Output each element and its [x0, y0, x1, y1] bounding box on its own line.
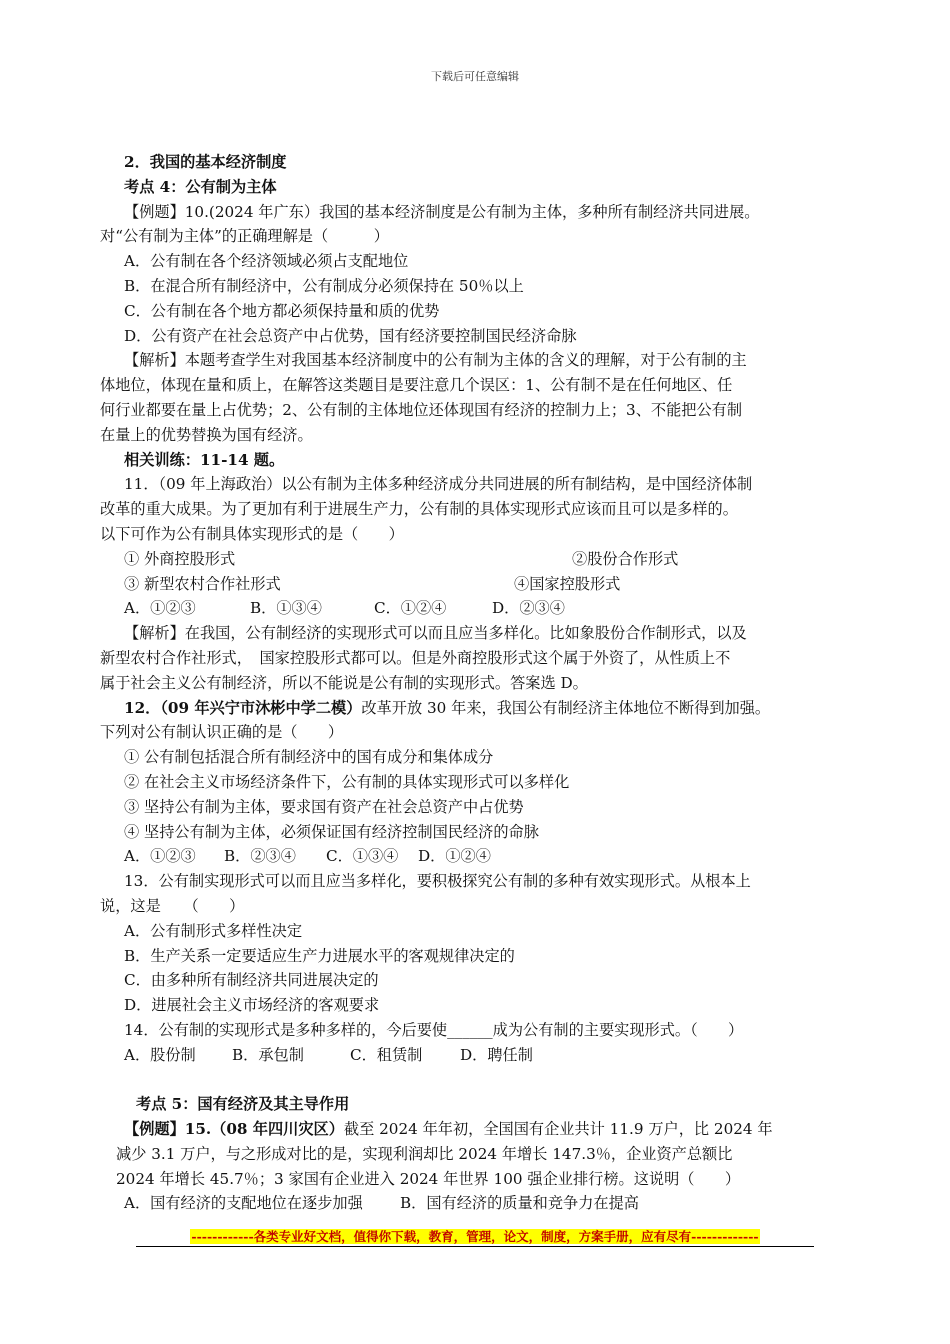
kp5-title: 考点 5：国有经济及其主导作用	[136, 1095, 350, 1114]
q12-choice-c: C．①③④	[326, 847, 399, 866]
q14-choice-a: A．股份制	[124, 1045, 196, 1064]
q11-choice-c: C．①②④	[374, 599, 447, 618]
kp5-options	[124, 1191, 826, 1216]
q12-choice-b: B．②③④	[224, 847, 296, 866]
q11-choices	[124, 596, 826, 621]
kp5-example-line-1	[124, 1117, 826, 1142]
page-header: 下载后可任意编辑	[431, 70, 519, 83]
q11-analysis-line-3: 属于社会主义公有制经济，所以不能说是公有制的实现形式。答案选 D。	[100, 673, 588, 692]
kp5-example-line-2: 减少 3.1 万户，与之形成对比的是，实现利润却比 2024 年增长 147.3％，企业资产总额比	[116, 1144, 733, 1163]
q12-line-2: 下列对公有制认识正确的是（ ）	[100, 723, 343, 742]
q11-item-1: ① 外商控股形式	[124, 549, 236, 568]
q12-stem: 改革开放 30 年来，我国公有制经济主体地位不断得到加强。	[361, 698, 771, 717]
q13-option-c: C．由多种所有制经济共同进展决定的	[124, 971, 379, 990]
q14-choice-c: C．租赁制	[350, 1045, 423, 1064]
q12-item-1: ① 公有制包括混合所有制经济中的国有成分和集体成分	[124, 748, 494, 767]
q13-option-d: D．进展社会主义市场经济的客观要求	[124, 996, 380, 1015]
q11-line-2: 改革的重大成果。为了更加有利于进展生产力，公有制的具体实现形式应该而且可以是多样的。	[100, 500, 738, 519]
kp5-example-line-3: 2024 年增长 45.7％；3 家国有企业进入 2024 年世界 100 强企业排行榜。这说明（ ）	[116, 1169, 741, 1188]
q11-choice-d: D．②③④	[492, 599, 565, 618]
q11-line-1: 11．（09 年上海政治）以公有制为主体多种经济成分共同进展的所有制结构，是中国经济体制	[124, 475, 753, 494]
kp4-option-d: D．公有资产在社会总资产中占优势，国有经济要控制国民经济命脉	[124, 326, 577, 345]
q11-items-row-1	[124, 547, 826, 572]
q11-choice-a: A．①②③	[124, 599, 196, 618]
q13-line-2: 说，这是 （ ）	[100, 896, 245, 915]
kp5-option-a: A．国有经济的支配地位在逐步加强	[124, 1194, 363, 1213]
q14-line: 14．公有制的实现形式是多种多样的，今后要使______成为公有制的主要实现形式。（ ）	[124, 1020, 744, 1039]
q12-choices	[124, 844, 826, 869]
kp5-option-b: B．国有经济的质量和竞争力在提高	[400, 1194, 639, 1213]
kp4-title: 考点 4：公有制为主体	[124, 177, 277, 196]
q11-choice-b: B．①③④	[250, 599, 322, 618]
kp5-example-source: 【例题】15.（08 年四川灾区）	[124, 1120, 344, 1139]
q11-analysis-line-1: 【解析】在我国，公有制经济的实现形式可以而且应当多样化。比如象股份合作制形式，以及	[124, 624, 747, 643]
kp4-option-c: C．公有制在各个地方都必须保持量和质的优势	[124, 301, 440, 320]
kp4-option-a: A．公有制在各个经济领域必须占支配地位	[124, 252, 409, 271]
q12-choice-a: A．①②③	[124, 847, 196, 866]
footer-divider	[136, 1246, 814, 1247]
q13-option-a: A．公有制形式多样性决定	[124, 921, 303, 940]
kp4-analysis-line-1: 【解析】本题考查学生对我国基本经济制度中的公有制为主体的含义的理解，对于公有制的主	[124, 351, 747, 370]
kp4-option-b: B．在混合所有制经济中，公有制成分必须保持在 50％以上	[124, 276, 524, 295]
document-body	[100, 150, 826, 1216]
q12-choice-d: D．①②④	[418, 847, 491, 866]
kp4-example-line-2: 对“公有制为主体”的正确理解是（ ）	[100, 227, 389, 246]
q13-line-1: 13．公有制实现形式可以而且应当多样化，要积极探究公有制的多种有效实现形式。从根本上	[124, 872, 751, 891]
q14-choice-b: B．承包制	[232, 1045, 304, 1064]
q12-item-3: ③ 坚持公有制为主体，要求国有资产在社会总资产中占优势	[124, 797, 524, 816]
q14-choices	[124, 1043, 826, 1068]
q12-item-2: ② 在社会主义市场经济条件下，公有制的具体实现形式可以多样化	[124, 772, 570, 791]
kp5-example-stem: 截至 2024 年年初，全国国有企业共计 11.9 万户，比 2024 年	[343, 1120, 773, 1139]
q11-line-3: 以下可作为公有制具体实现形式的是（ ）	[100, 524, 404, 543]
kp4-analysis-line-3: 何行业都要在量上占优势；2、公有制的主体地位还体现国有经济的控制力上；3、不能把公有制	[100, 400, 743, 419]
footer-banner	[0, 1227, 950, 1245]
kp4-related-training: 相关训练：11-14 题。	[124, 450, 285, 469]
q11-item-2: ②股份合作形式	[572, 549, 679, 568]
footer-banner-text: ------------各类专业好文档，值得你下载，教育，管理，论文，制度，方案手册，应有尽有-------------	[191, 1229, 759, 1244]
q12-line-1	[124, 696, 826, 721]
section-title: 2．我国的基本经济制度	[124, 153, 287, 171]
q12-source: 12．（09 年兴宁市沐彬中学二模）	[124, 698, 362, 717]
q13-option-b: B．生产关系一定要适应生产力进展水平的客观规律决定的	[124, 946, 515, 965]
kp4-analysis-line-4: 在量上的优势替换为国有经济。	[100, 425, 313, 444]
q11-items-row-2	[124, 572, 826, 597]
kp4-example-line-1: 【例题】10.(2024 年广东）我国的基本经济制度是公有制为主体，多种所有制经济共同进展。	[124, 202, 760, 221]
q12-item-4: ④ 坚持公有制为主体，必须保证国有经济控制国民经济的命脉	[124, 822, 539, 841]
q14-choice-d: D．聘任制	[460, 1045, 533, 1064]
q11-analysis-line-2: 新型农村合作社形式， 国家控股形式都可以。但是外商控股形式这个属于外资了，从性质上不	[100, 648, 731, 667]
q11-item-4: ④国家控股形式	[514, 574, 621, 593]
kp4-analysis-line-2: 体地位，体现在量和质上，在解答这类题目是要注意几个误区：1、公有制不是在任何地区、任	[100, 376, 733, 395]
q11-item-3: ③ 新型农村合作社形式	[124, 574, 281, 593]
